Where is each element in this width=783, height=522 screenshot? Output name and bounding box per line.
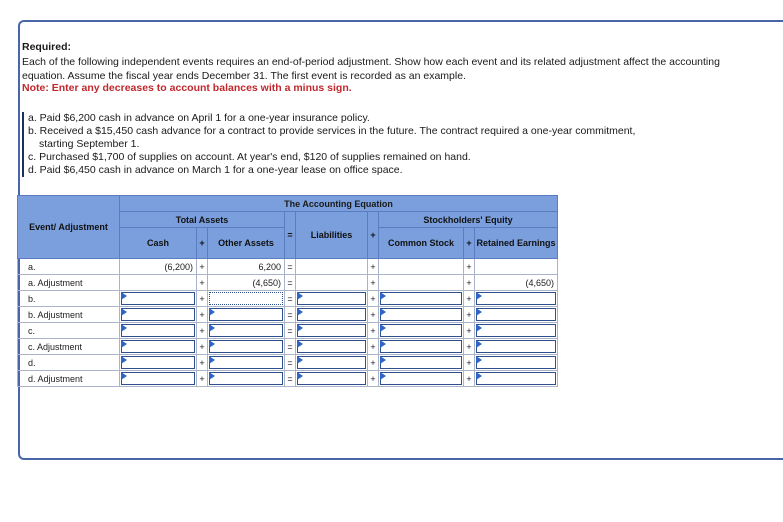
plus-sign: + [464, 355, 475, 371]
header-retained-earnings: Retained Earnings [475, 228, 558, 259]
retained-earnings-value: (4,650) [475, 275, 558, 291]
liabilities-value [296, 275, 368, 291]
plus-sign: + [368, 371, 379, 387]
other-assets-input[interactable] [208, 371, 285, 387]
liabilities-value [296, 259, 368, 275]
header-common-stock: Common Stock [379, 228, 464, 259]
table-row [18, 371, 558, 387]
cash-input[interactable] [120, 323, 197, 339]
header-event: Event/ Adjustment [18, 196, 120, 259]
plus-sign: + [197, 259, 208, 275]
liabilities-input[interactable] [296, 307, 368, 323]
retained-earnings-input[interactable] [475, 339, 558, 355]
note-text: Note: Enter any decreases to account balances with a minus sign. [22, 82, 352, 94]
plus-sign: + [464, 307, 475, 323]
liabilities-input[interactable] [296, 323, 368, 339]
plus-sign: + [197, 323, 208, 339]
header-equals: = [285, 212, 296, 259]
table-title: The Accounting Equation [120, 196, 558, 212]
equals-sign: = [285, 275, 296, 291]
other-assets-input[interactable] [208, 307, 285, 323]
common-stock-input[interactable] [379, 307, 464, 323]
equals-sign: = [285, 355, 296, 371]
plus-sign: + [464, 275, 475, 291]
plus-sign: + [368, 259, 379, 275]
row-label: b. Adjustment [18, 307, 120, 323]
liabilities-input[interactable] [296, 355, 368, 371]
event-list [22, 112, 764, 177]
header-plus-2: + [368, 212, 379, 259]
plus-sign: + [464, 323, 475, 339]
plus-sign: + [197, 275, 208, 291]
retained-earnings-input[interactable] [475, 307, 558, 323]
cash-input[interactable] [120, 307, 197, 323]
cash-value: (6,200) [120, 259, 197, 275]
plus-sign: + [368, 323, 379, 339]
header-liabilities: Liabilities [296, 212, 368, 259]
equals-sign: = [285, 371, 296, 387]
table-row [18, 291, 558, 307]
liabilities-input[interactable] [296, 371, 368, 387]
plus-sign: + [368, 275, 379, 291]
cash-value [120, 275, 197, 291]
plus-sign: + [197, 339, 208, 355]
row-label: c. [18, 323, 120, 339]
plus-sign: + [197, 371, 208, 387]
other-assets-value: (4,650) [208, 275, 285, 291]
row-label: b. [18, 291, 120, 307]
retained-earnings-input[interactable] [475, 355, 558, 371]
required-text: Each of the following independent events requires an end-of-period adjustment. Show how each event and its related adjustment affect the accounting equation. Assume the fiscal year ends December 31. The first event is recorded as an example. [22, 56, 720, 82]
liabilities-input[interactable] [296, 291, 368, 307]
required-title: Required: [22, 41, 72, 53]
other-assets-input[interactable] [208, 291, 285, 307]
common-stock-input[interactable] [379, 291, 464, 307]
plus-sign: + [368, 339, 379, 355]
equals-sign: = [285, 259, 296, 275]
plus-sign: + [197, 355, 208, 371]
equals-sign: = [285, 307, 296, 323]
row-label: c. Adjustment [18, 339, 120, 355]
row-label: d. [18, 355, 120, 371]
common-stock-input[interactable] [379, 355, 464, 371]
equals-sign: = [285, 291, 296, 307]
cash-input[interactable] [120, 355, 197, 371]
other-assets-input[interactable] [208, 355, 285, 371]
event-b: b. Received a $15,450 cash advance for a contract to provide services in the future. The contract required a one-year commitment, starting September 1. [28, 125, 636, 150]
plus-sign: + [368, 291, 379, 307]
common-stock-input[interactable] [379, 371, 464, 387]
row-label: a. Adjustment [18, 275, 120, 291]
accounting-equation-table [17, 195, 558, 387]
table-row [18, 323, 558, 339]
event-a: a. Paid $6,200 cash in advance on April 1 for a one-year insurance policy. [28, 112, 370, 124]
plus-sign: + [464, 291, 475, 307]
equals-sign: = [285, 323, 296, 339]
plus-sign: + [197, 307, 208, 323]
other-assets-value: 6,200 [208, 259, 285, 275]
table-row [18, 259, 558, 275]
header-stockholders-equity: Stockholders' Equity [379, 212, 558, 228]
equals-sign: = [285, 339, 296, 355]
common-stock-value [379, 259, 464, 275]
header-other-assets: Other Assets [208, 228, 285, 259]
event-d: d. Paid $6,450 cash in advance on March 1 for a one-year lease on office space. [28, 164, 403, 176]
other-assets-input[interactable] [208, 323, 285, 339]
plus-sign: + [464, 371, 475, 387]
cash-input[interactable] [120, 291, 197, 307]
retained-earnings-input[interactable] [475, 291, 558, 307]
retained-earnings-input[interactable] [475, 371, 558, 387]
event-c: c. Purchased $1,700 of supplies on account. At year's end, $120 of supplies remained on hand. [28, 151, 471, 163]
retained-earnings-input[interactable] [475, 323, 558, 339]
plus-sign: + [368, 307, 379, 323]
liabilities-input[interactable] [296, 339, 368, 355]
common-stock-input[interactable] [379, 323, 464, 339]
header-plus-1: + [197, 228, 208, 259]
plus-sign: + [464, 339, 475, 355]
plus-sign: + [464, 259, 475, 275]
table-row [18, 275, 558, 291]
row-label: d. Adjustment [18, 371, 120, 387]
common-stock-input[interactable] [379, 339, 464, 355]
cash-input[interactable] [120, 371, 197, 387]
row-label: a. [18, 259, 120, 275]
table-row [18, 307, 558, 323]
other-assets-input[interactable] [208, 339, 285, 355]
header-cash: Cash [120, 228, 197, 259]
table-row [18, 339, 558, 355]
plus-sign: + [197, 291, 208, 307]
table-row [18, 355, 558, 371]
retained-earnings-value [475, 259, 558, 275]
header-total-assets: Total Assets [120, 212, 285, 228]
plus-sign: + [368, 355, 379, 371]
cash-input[interactable] [120, 339, 197, 355]
common-stock-value [379, 275, 464, 291]
header-plus-3: + [464, 228, 475, 259]
